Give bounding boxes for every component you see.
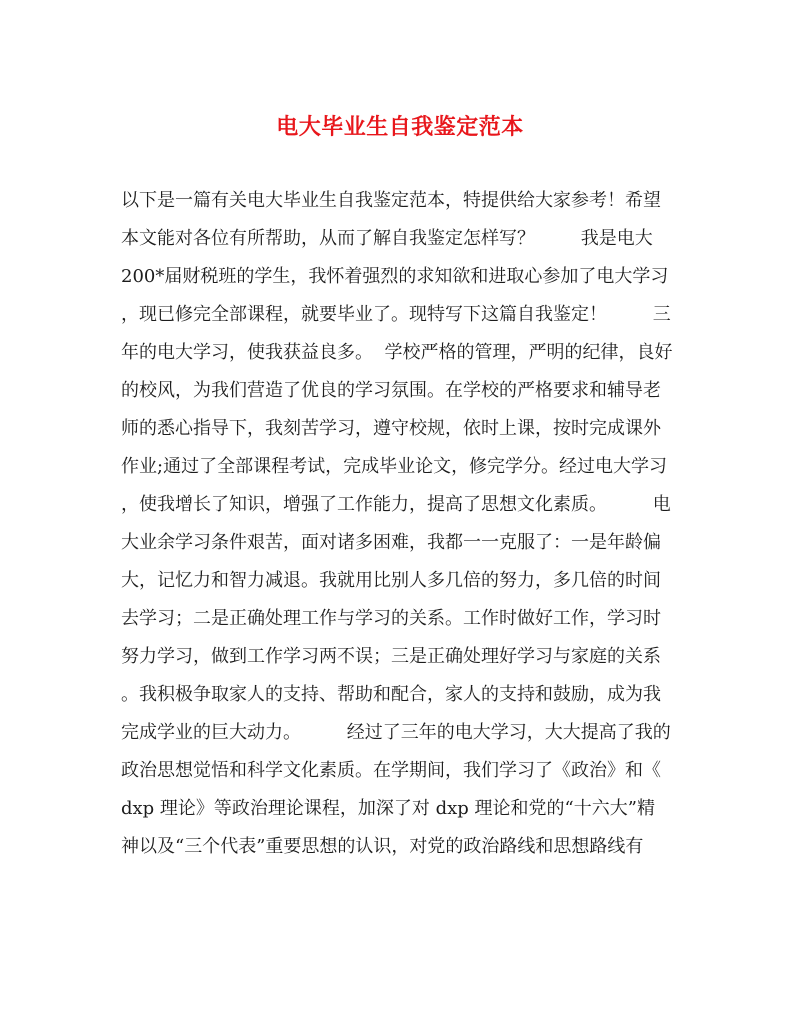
document-title: 电大毕业生自我鉴定范本 [276,114,524,140]
body-line: 努力学习，做到工作学习两不误；三是正确处理好学习与家庭的关系 [121,646,661,667]
body-line: dxp 理论》等政治理论课程，加深了对 dxp 理论和党的“十六大”精 [121,798,655,819]
body-line: 师的悉心指导下，我刻苦学习，遵守校规，依时上课，按时完成课外 [121,418,661,439]
body-line: 年的电大学习，使我获益良多。 学校严格的管理，严明的纪律，良好 [121,342,673,363]
body-line: 大，记忆力和智力减退。我就用比别人多几倍的努力，多几倍的时间 [121,570,661,591]
body-line: ，使我增长了知识，增强了工作能力，提高了思想文化素质。 电 [121,494,671,515]
body-line: ，现已修完全部课程，就要毕业了。现特写下这篇自我鉴定！ 三 [121,304,671,325]
body-line: 作业;通过了全部课程考试，完成毕业论文，修完学分。经过电大学习 [121,456,668,477]
body-line: 神以及“三个代表”重要思想的认识，对党的政治路线和思想路线有 [121,836,644,857]
body-line: 的校风，为我们营造了优良的学习氛围。在学校的严格要求和辅导老 [121,380,661,401]
body-line: 政治思想觉悟和科学文化素质。在学期间，我们学习了《政治》和《 [121,760,661,781]
body-line: 200*届财税班的学生，我怀着强烈的求知欲和进取心参加了电大学习 [121,266,669,287]
body-line: 。我积极争取家人的支持、帮助和配合，家人的支持和鼓励，成为我 [121,684,661,705]
body-line: 以下是一篇有关电大毕业生自我鉴定范本，特提供给大家参考！希望 [121,190,661,211]
body-line: 本文能对各位有所帮助，从而了解自我鉴定怎样写？ 我是电大 [121,228,653,249]
document-body [121,182,686,866]
body-line: 完成学业的巨大动力。 经过了三年的电大学习，大大提高了我的 [121,722,671,743]
body-line: 去学习；二是正确处理工作与学习的关系。工作时做好工作，学习时 [121,608,661,629]
body-line: 大业余学习条件艰苦，面对诸多困难，我都一一克服了：一是年龄偏 [121,532,661,553]
